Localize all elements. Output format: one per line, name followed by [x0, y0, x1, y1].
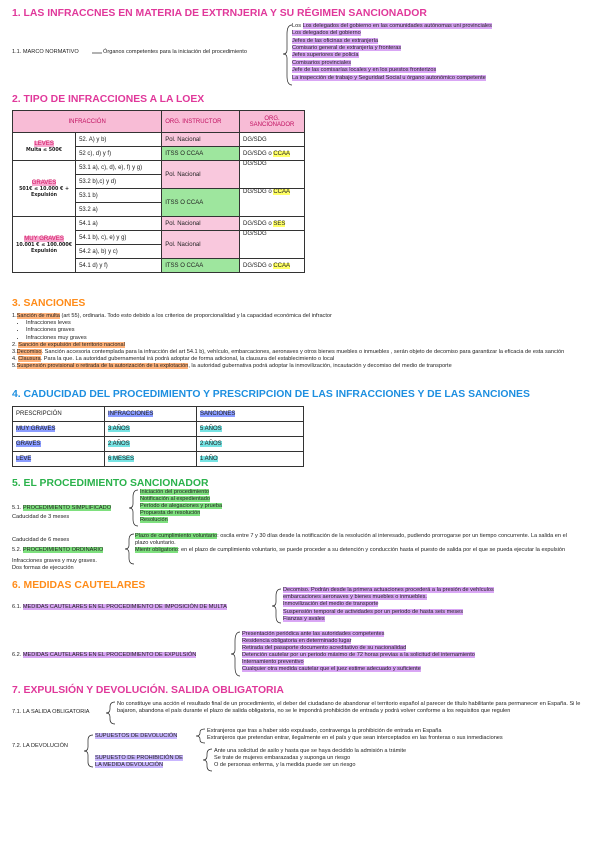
simplificado-steps: Iniciación del procedimiento Notificación al expedientado Período de alegaciones y prueba Propuesta de resolución Resolución	[140, 489, 223, 523]
table-cell: LEVE	[13, 452, 105, 467]
sanciones-list	[12, 313, 587, 371]
table-cell: 53.1 b)	[76, 189, 162, 203]
organos-label: Órganos competentes para la iniciación del procedimiento	[103, 49, 247, 55]
procedimiento-ordinario: 5.2. PROCEDIMIENTO ORDINARIO	[12, 547, 104, 553]
procedimiento-simplificado: 5.1. PROCEDIMIENTO SIMPLIFICADO	[12, 505, 112, 511]
organo-item: Los delegados del gobierno	[292, 30, 361, 36]
table-cell: DG/SDG	[240, 231, 305, 259]
table-cell: 53.1 a), c), d), e), f) y g)	[76, 161, 162, 175]
table-cell: 5 AÑOS	[197, 422, 304, 437]
section-6-title: 6. MEDIDAS CAUTELARES	[12, 580, 146, 591]
ejecucion-forms: Plazo de cumplimiento voluntario: oscila entre 7 y 30 días desde la notificación de la resolución al interesado, pudiendo prorrogarse por un tiempo concurrente. La salida en el plazo voluntario. Mientr obligatorio: en el plazo de cumplimiento voluntario, se puede proceder a su detención y conducción hasta el puesto de salida por el que se pueda ejecutar la expulsión	[135, 533, 567, 554]
organo-item: Comisario general de extranjería y fronteras	[292, 45, 402, 51]
table-cell: DG/SDG o SES	[240, 217, 305, 231]
header-infraccion: INFRACCIÓN	[13, 111, 162, 133]
table-cell: DG/SDG	[240, 133, 305, 147]
table-cell: 3 AÑOS	[105, 422, 197, 437]
organo-item: La inspección de trabajo y Seguridad Social u órgano autonómico competente	[292, 75, 486, 81]
prescripcion-table	[12, 406, 304, 467]
section-4-title: 4. CADUCIDAD DEL PROCEDIMIENTO Y PRESCRIPCION DE LAS INFRACCIONES Y DE LAS SANCIONES	[12, 389, 530, 400]
medidas-expulsion: 6.2. MEDIDAS CAUTELARES EN EL PROCEDIMIENTO DE EXPULSIÓN	[12, 652, 197, 658]
list-item: • Infracciones leves	[26, 320, 587, 327]
section-2-title: 2. TIPO DE INFRACCIONES A LA LOEX	[12, 94, 205, 105]
table-cell: DG/SDG	[240, 161, 305, 189]
brace	[84, 734, 94, 768]
sancion-5: 5.Suspensión provisional o retirada de la autorización de la explotación, la autoridad gubernativa podrá adoptar la inmovilización, incautación y decomiso del medio de transporte	[12, 363, 452, 370]
table-cell: ITSS O CCAA	[162, 259, 240, 273]
header-prescripcion: PRESCRIPCIÓN	[13, 407, 105, 422]
table-cell: 1 AÑO	[197, 452, 304, 467]
supuestos-devolucion-list: Extranjeros que tras a haber sido expulsado, contravenga la prohibición de entrada en España Extranjeros que pretendan entrar, ilegalmente en el país y que sean interceptados en las fronteras o sus inmediaciones	[207, 728, 503, 741]
medidas-multa-list: Decomiso. Podrán desde la primera actuaciones procederá a la presión de vehículos embarcaciones aeronaves y bienes muebles o inmuebles. Inmovilización del medio de transporte Suspensión temporal de actividades por un periodo de hasta seis meses Fianzas y avales	[283, 587, 494, 622]
connector-line	[92, 52, 102, 56]
table-cell: Pol. Nacional	[162, 217, 240, 231]
table-cell: Pol. Nacional	[162, 161, 240, 189]
table-cell: Pol. Nacional	[162, 231, 240, 259]
leves-cell: LEVES Multa ≤ 500€	[13, 133, 76, 161]
table-cell: 53.2 a)	[76, 203, 162, 217]
table-cell: DG/SDG o CCAA	[240, 147, 305, 161]
table-cell: DG/SDG o CCAA	[240, 259, 305, 273]
table-cell: 2 AÑOS	[197, 437, 304, 452]
list-item: • Infracciones graves	[26, 327, 587, 334]
infracciones-table	[12, 110, 305, 273]
sancion-4: 4. Clausura. Para la que. La autoridad gubernamental irá podrá adoptar de forma adicional, la clausura del establecimiento o local	[12, 356, 335, 363]
organos-list	[292, 23, 492, 30]
header-org-sancionador: ORG. SANCIONADOR	[240, 111, 305, 133]
section-1-title: 1. LAS INFRACCNES EN MATERIA DE EXTRNJERIA Y SU RÉGIMEN SANCIONADOR	[12, 8, 427, 19]
medidas-expulsion-list: Presentación periódica ante las autoridades competentes Residencia obligatoria en determinado lugar Retirada del pasaporte documento acreditativo de su nacionalidad Detención cautelar por un periodo máximo de 72 horas previas a la solicitud del internamiento Internamiento preventivo Cualquier otra medida cautelar que el juez estime adecuado y suficiente	[242, 631, 475, 672]
sancion-3: 3.Decomiso. Sanción accesoria contemplada para la infracción del art 54.1 b), vehículo, embarcaciones, aeronaves y otros bienes muebles o inmuebles , serán objeto de decomiso para garantizar la eficacia de esta sanción	[12, 349, 565, 356]
brace	[272, 588, 282, 624]
supuesto-prohibicion: SUPUESTO DE PROHIBICIÓN DE LA MEDIDA DEVOLUCIÓN	[95, 755, 183, 768]
table-cell: 52 c), d) y f)	[76, 147, 162, 161]
ordinario-note-1: Infracciones graves y muy graves.	[12, 558, 97, 564]
brace	[125, 533, 135, 565]
supuesto-prohibicion-list: Ante una solicitud de asilo y hasta que se haya decidido la admisión a trámite Se trate de mujeres embarazadas y suponga un riesgo O de personas enferma, y la medida puede ser un riesgo	[214, 748, 407, 768]
caducidad-simplificado: Caducidad de 3 meses	[12, 514, 70, 520]
table-cell: DG/SDG o CCAA	[240, 189, 305, 217]
ordinario-note-2: Dos formas de ejecución	[12, 565, 74, 571]
section-7-title: 7. EXPULSIÓN Y DEVOLUCIÓN. SALIDA OBLIGATORIA	[12, 685, 284, 696]
table-cell: MUY GRAVES	[13, 422, 105, 437]
caducidad-ordinario: Caducidad de 6 meses	[12, 537, 70, 543]
table-cell: 53.2 b),c) y d)	[76, 175, 162, 189]
graves-cell: GRAVES 501€ ≤ 10.000 € + Expulsión	[13, 161, 76, 217]
table-cell: GRAVES	[13, 437, 105, 452]
table-cell: Pol. Nacional	[162, 133, 240, 147]
organo-item: Jefes superiores de policía	[292, 52, 359, 58]
muy-graves-cell: MUY GRAVES 10.001 € ≤ 100.000€ Expulsión	[13, 217, 76, 273]
section-3-title: 3. SANCIONES	[12, 298, 86, 309]
header-infracciones: INFRACCIONES	[105, 407, 197, 422]
brace	[203, 748, 213, 772]
table-cell: 54.1 a)	[76, 217, 162, 231]
marco-normativo-label: 1.1. MARCO NORMATIVO	[12, 49, 79, 55]
sancion-2: 2. Sanción de expulsión del territorio nacional	[12, 341, 125, 348]
table-cell: 2 AÑOS	[105, 437, 197, 452]
organo-item: Jefe de las comisarías locales y en los puestos fronterizos	[292, 67, 437, 73]
brace	[106, 701, 116, 725]
table-cell: 54.2 a), b) y c)	[76, 245, 162, 259]
organo-item: Los Los delegados del gobierno en las comunidades autónomas uni provinciales	[292, 23, 492, 29]
sancion-1: 1.Sanción de multa (art 55), ordinaria. Todo esto debido a los criterios de proporcionalidad y la capacidad económica del infractor	[12, 313, 332, 319]
medidas-multa: 6.1. MEDIDAS CAUTELARES EN EL PROCEDIMIENTO DE IMPOSICIÓN DE MULTA	[12, 604, 227, 610]
brace	[196, 728, 206, 744]
table-cell: 54.1 b), c), e) y g)	[76, 231, 162, 245]
salida-obligatoria-label: 7.1. LA SALIDA OBLIGATORIA	[12, 709, 90, 715]
table-cell: 52. A) y b)	[76, 133, 162, 147]
header-sanciones: SANCIONES	[197, 407, 304, 422]
table-cell: ITSS O CCAA	[162, 147, 240, 161]
table-cell: ITSS O CCAA	[162, 189, 240, 217]
supuestos-devolucion: SUPUESTOS DE DEVOLUCIÓN	[95, 733, 178, 739]
brace	[231, 631, 241, 677]
header-org-instructor: ORG. INSTRUCTOR	[162, 111, 240, 133]
list-item: • Infracciones muy graves	[26, 335, 587, 342]
salida-obligatoria-text: No constituye una acción el resultado final de un procedimiento, el deber del ciudadano de abandonar el territorio español al parecer de título habilitante para permanecer en España. Si le bajaron, abandona el país durante el plazo de salida obligatoria, no se le impondrá prohibición de entrada y podrá volver conforme a los requisitos que regulen	[117, 701, 581, 715]
section-5-title: 5. EL PROCEDIMIENTO SANCIONADOR	[12, 478, 209, 489]
organo-item: Jefes de las oficinas de extranjería	[292, 38, 379, 44]
organo-item: Comisarios provinciales	[292, 60, 352, 66]
table-cell: 6 MESES	[105, 452, 197, 467]
table-cell: 54.1 d) y f)	[76, 259, 162, 273]
brace	[129, 489, 139, 527]
devolucion-label: 7.2. LA DEVOLUCIÓN	[12, 743, 68, 749]
